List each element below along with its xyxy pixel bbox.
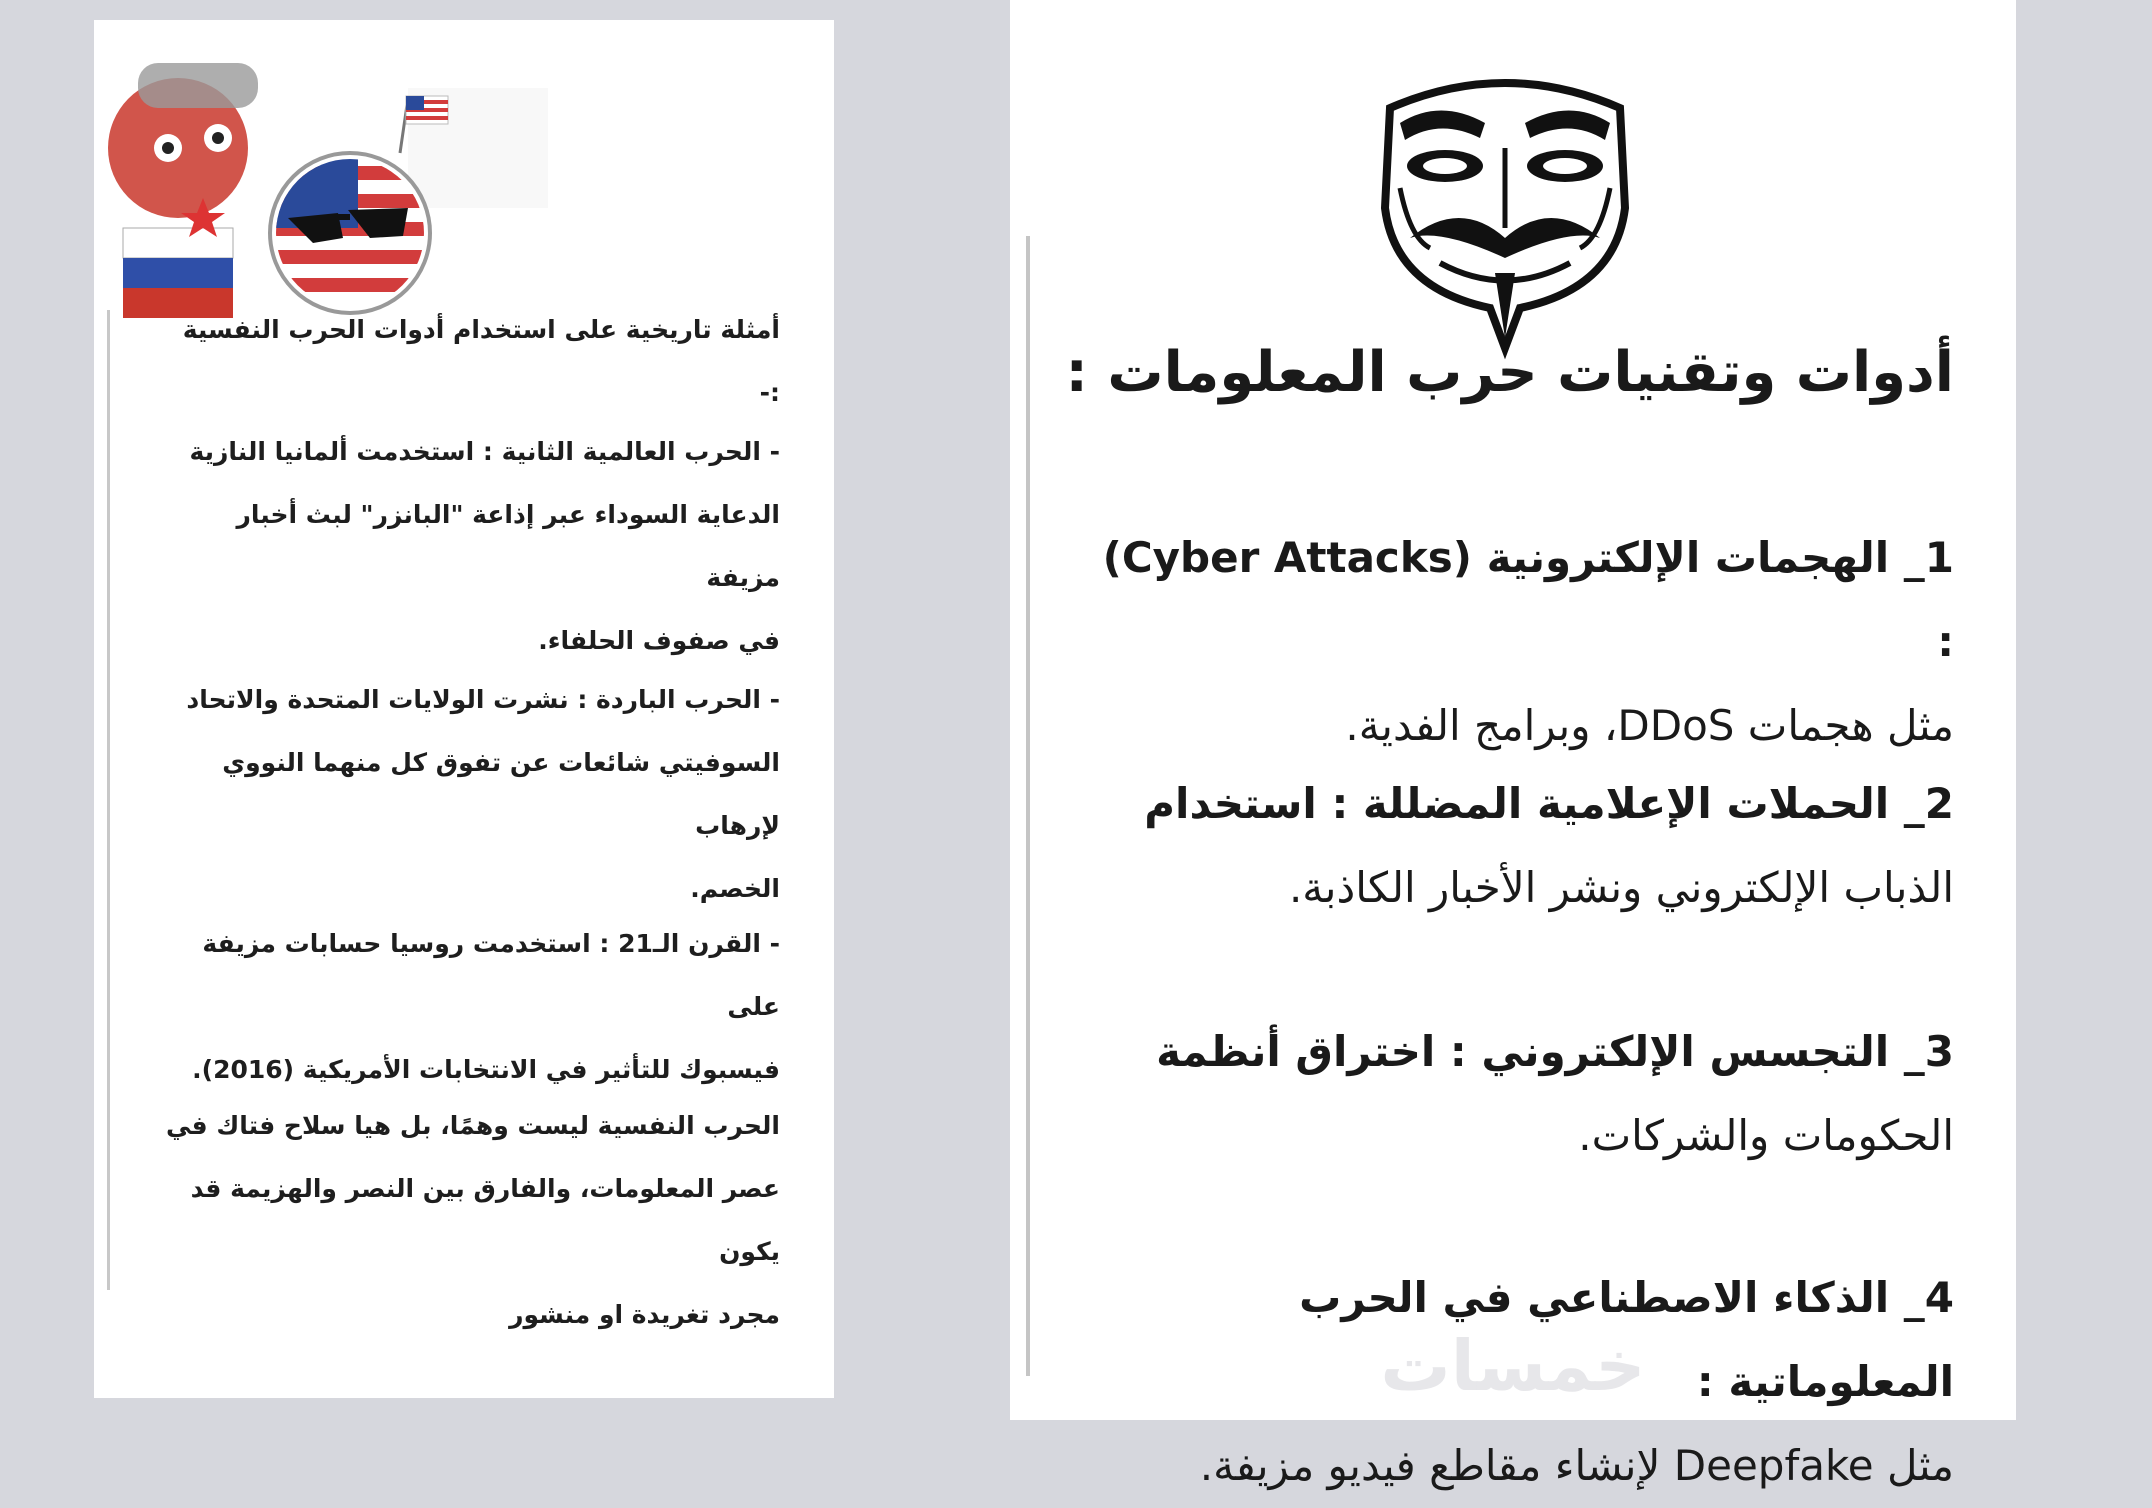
ww2-line: - الحرب العالمية الثانية : استخدمت ألمانيا النازية — [189, 437, 780, 466]
conclusion-line: مجرد تغريدة او منشور — [509, 1300, 780, 1329]
tool-item-heading: 2_ الحملات الإعلامية المضللة : استخدام — [1144, 779, 1954, 828]
ww2-line: في صفوف الحلفاء. — [538, 626, 780, 655]
century21-paragraph — [160, 912, 780, 1101]
right-page — [1010, 0, 2016, 1490]
tool-item-heading: 4_ الذكاء الاصطناعي في الحرب المعلوماتية : — [1299, 1273, 1954, 1406]
tool-item-heading: 1_ الهجمات الإلكترونية (Cyber Attacks) : — [1102, 533, 1954, 666]
conclusion-paragraph — [160, 1094, 780, 1346]
tool-item-heading: 3_ التجسس الإلكتروني : اختراق أنظمة — [1156, 1027, 1954, 1076]
tool-item-detail: مثل Deepfake لإنشاء مقاطع فيديو مزيفة. — [1199, 1441, 1954, 1490]
conclusion-line: عصر المعلومات، والفارق بين النصر والهزيمة قد يكون — [190, 1174, 780, 1266]
left-page — [94, 20, 834, 1398]
tool-item-3 — [1094, 1010, 1954, 1178]
cold-war-line: الخصم. — [690, 874, 780, 903]
ww2-paragraph — [160, 420, 780, 672]
conclusion-line: الحرب النفسية ليست وهمًا، بل هيا سلاح فتاك في — [165, 1111, 780, 1140]
page-margin-line — [107, 310, 110, 1290]
ww2-line: الدعاية السوداء عبر إذاعة "البانزر" لبث أخبار مزيفة — [236, 500, 780, 592]
tool-item-2 — [1094, 762, 1954, 930]
century21-line: فيسبوك للتأثير في الانتخابات الأمريكية (2016). — [192, 1055, 780, 1084]
cold-war-line: السوفيتي شائعات عن تفوق كل منهما النووي لإرهاب — [222, 748, 780, 840]
countryballs-illustration — [108, 38, 548, 318]
cold-war-paragraph — [160, 668, 780, 920]
page-title: أدوات وتقنيات حرب المعلومات : — [1065, 340, 1954, 405]
page-margin-line — [1026, 236, 1030, 1376]
guy-fawkes-mask-icon — [1370, 68, 1640, 348]
watermark: خمسات — [1380, 1325, 1646, 1407]
tool-item-detail: الحكومات والشركات. — [1578, 1111, 1954, 1160]
tool-item-1 — [1094, 516, 1954, 768]
left-heading: أمثلة تاريخية على استخدام أدوات الحرب النفسية :- — [182, 315, 780, 407]
century21-line: - القرن الـ21 : استخدمت روسيا حسابات مزيفة على — [202, 929, 780, 1021]
tool-item-detail: الذباب الإلكتروني ونشر الأخبار الكاذبة. — [1288, 863, 1954, 912]
cold-war-line: - الحرب الباردة : نشرت الولايات المتحدة والاتحاد — [186, 685, 780, 714]
tool-item-detail: مثل هجمات DDoS، وبرامج الفدية. — [1345, 701, 1954, 750]
